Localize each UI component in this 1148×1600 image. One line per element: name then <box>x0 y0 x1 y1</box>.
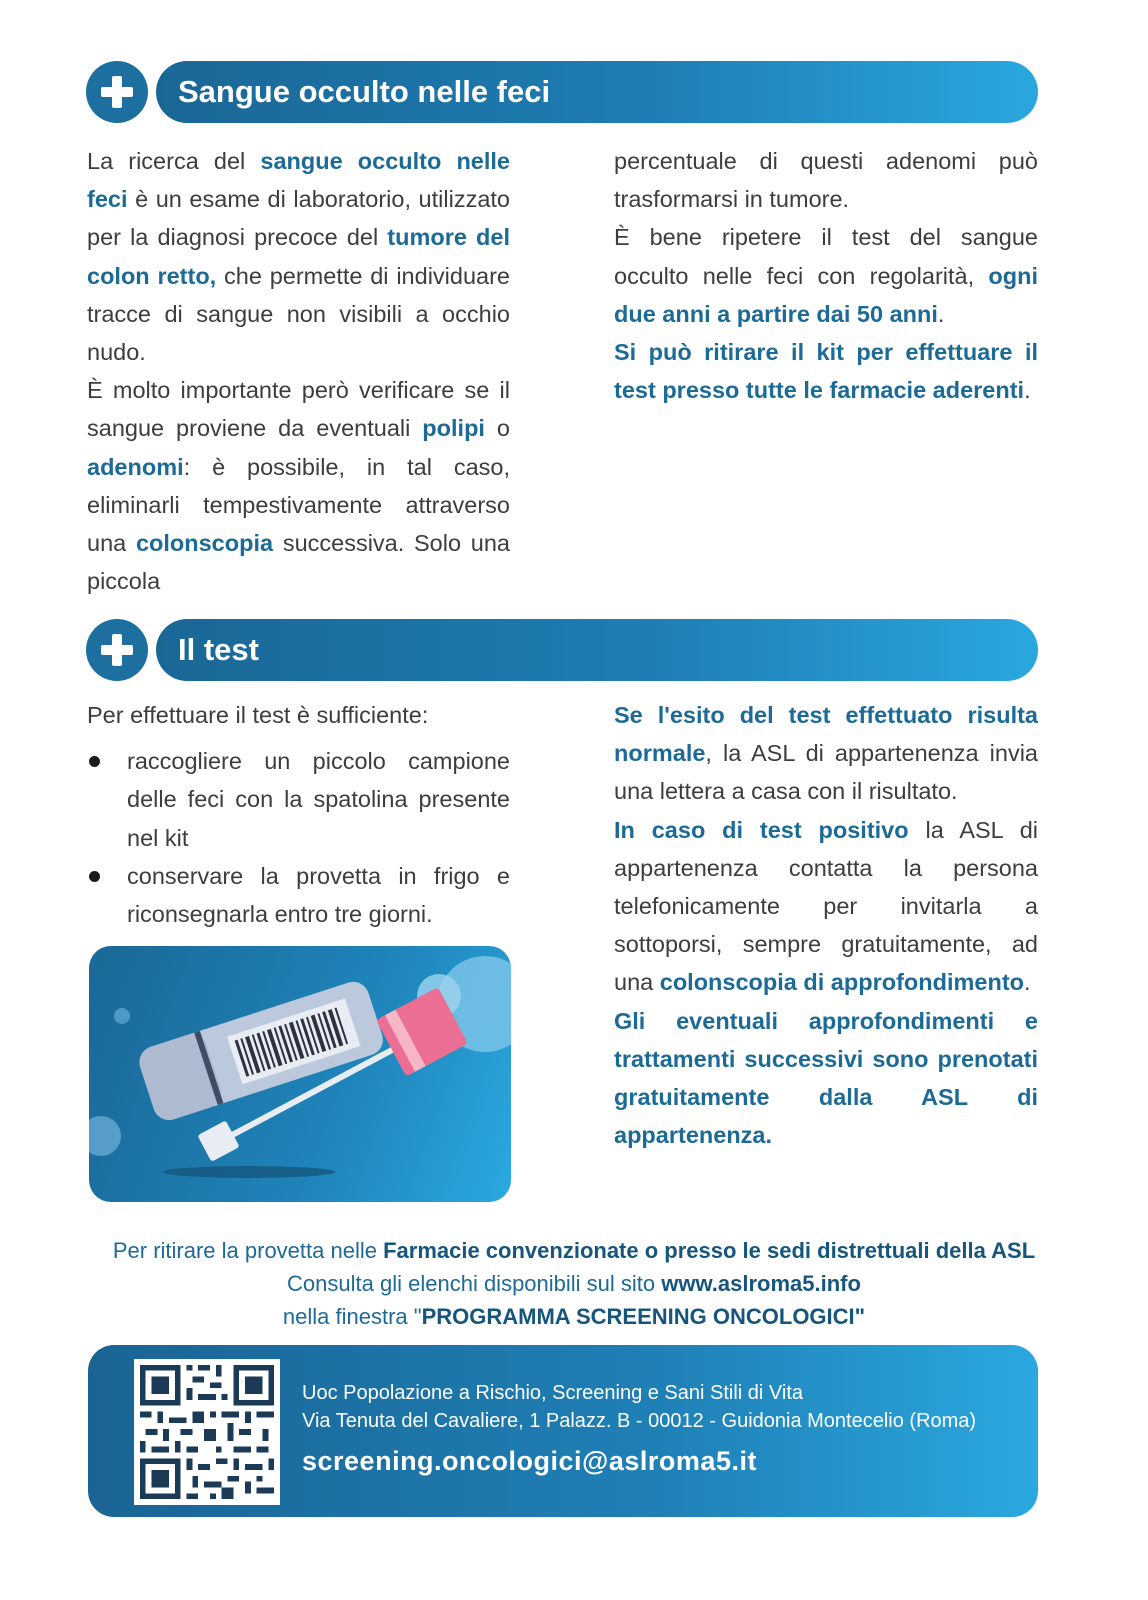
website-link[interactable]: www.aslroma5.info <box>661 1271 861 1296</box>
header-bar <box>156 61 1038 123</box>
paragraph <box>87 142 510 371</box>
text: La ricerca del <box>87 148 261 174</box>
section2-right-column <box>614 696 1038 1154</box>
paragraph <box>614 696 1038 811</box>
test-tube-kit-icon <box>89 946 511 1202</box>
text: Consulta gli elenchi disponibili sul sito <box>287 1271 662 1296</box>
footer-contact-box <box>88 1345 1038 1517</box>
info-line <box>60 1234 1088 1267</box>
header-bar <box>156 619 1038 681</box>
text: : è possibile, in tal caso, eliminarli tempestivamente attraverso una <box>87 453 510 557</box>
list-item <box>87 742 510 857</box>
info-line <box>60 1267 1088 1300</box>
plus-icon <box>86 61 148 123</box>
section-title: Sangue occulto nelle feci <box>178 74 551 109</box>
section-title: Il test <box>178 632 259 667</box>
list-item-text: raccogliere un piccolo campione delle feci con la spatolina presente nel kit <box>127 748 510 851</box>
text: la ASL di appartenenza contatta la persona telefonicamente per invitarla a sottoporsi, sempre gratuitamente, ad una <box>614 816 1039 996</box>
bullet-icon <box>89 756 100 767</box>
qr-code-icon[interactable] <box>134 1359 280 1505</box>
plus-icon <box>86 619 148 681</box>
info-block <box>60 1234 1088 1333</box>
highlight-text: colonscopia di approfondimento <box>659 969 1024 996</box>
section2-left-column <box>87 696 510 933</box>
highlight-text: ogni due anni a partire dai 50 anni <box>614 262 1038 327</box>
highlight-text: Se l'esito del test effettuato risulta normale <box>614 702 1038 767</box>
list-item <box>87 857 510 933</box>
text: , la ASL di appartenenza invia una lettera a casa con il risultato. <box>614 740 1038 805</box>
section1-right-column <box>614 142 1038 409</box>
text: È molto importante però verificare se il sangue proviene da eventuali <box>87 377 510 442</box>
footer-department: Uoc Popolazione a Rischio, Screening e Sani Stili di Vita <box>302 1382 804 1404</box>
footer-email-link[interactable]: screening.oncologici@aslroma5.it <box>302 1446 757 1476</box>
text: . <box>937 300 945 327</box>
bullet-list <box>87 742 510 933</box>
text: è un esame di laboratorio, utilizzato per la diagnosi precoce del <box>87 186 510 251</box>
highlight-text: PROGRAMMA SCREENING ONCOLOGICI" <box>421 1304 866 1329</box>
section-header-test <box>86 619 1038 681</box>
highlight-text: Si può ritirare il kit per effettuare il test presso tutte le farmacie aderenti <box>614 339 1038 404</box>
highlight-text: tumore del colon retto, <box>87 224 511 289</box>
paragraph <box>614 333 1038 409</box>
section-header-sangue <box>86 61 1038 123</box>
bullet-icon <box>89 871 100 882</box>
text: È bene ripetere il test del sangue occulto nelle feci con regolarità, <box>614 224 1038 289</box>
paragraph: percentuale di questi adenomi può trasformarsi in tumore. <box>614 148 1038 213</box>
text: nella finestra " <box>282 1304 422 1329</box>
highlight-text: Gli eventuali approfondimenti e trattamenti successivi sono prenotati gratuitamente dalla ASL di appartenenza. <box>614 1007 1038 1149</box>
text: che permette di individuare tracce di sangue non visibili a occhio nudo. <box>87 262 510 366</box>
text: . <box>1024 969 1031 996</box>
text: successiva. Solo una piccola <box>87 530 510 595</box>
text: Per ritirare la provetta nelle <box>112 1238 384 1263</box>
highlight-text: sangue occulto nelle feci <box>87 148 510 213</box>
highlight-text: Farmacie convenzionate o presso le sedi distrettuali della ASL <box>383 1238 1036 1263</box>
text: . <box>1024 377 1031 404</box>
highlight-text: polipi <box>422 415 485 442</box>
text: o <box>484 415 510 442</box>
footer-address: Via Tenuta del Cavaliere, 1 Palazz. B - 00012 - Guidonia Montecelio (Roma) <box>302 1410 977 1432</box>
list-item-text: conservare la provetta in frigo e riconsegnarla entro tre giorni. <box>127 862 510 928</box>
paragraph <box>614 1002 1038 1155</box>
paragraph <box>614 218 1038 333</box>
intro-text: Per effettuare il test è sufficiente: <box>87 702 429 728</box>
highlight-text: In caso di test positivo <box>614 816 909 843</box>
highlight-text: colonscopia <box>135 530 274 557</box>
info-line <box>60 1300 1088 1333</box>
section1-left-column <box>87 142 510 600</box>
highlight-text: adenomi <box>87 453 184 480</box>
paragraph <box>87 371 510 600</box>
paragraph <box>614 811 1038 1002</box>
